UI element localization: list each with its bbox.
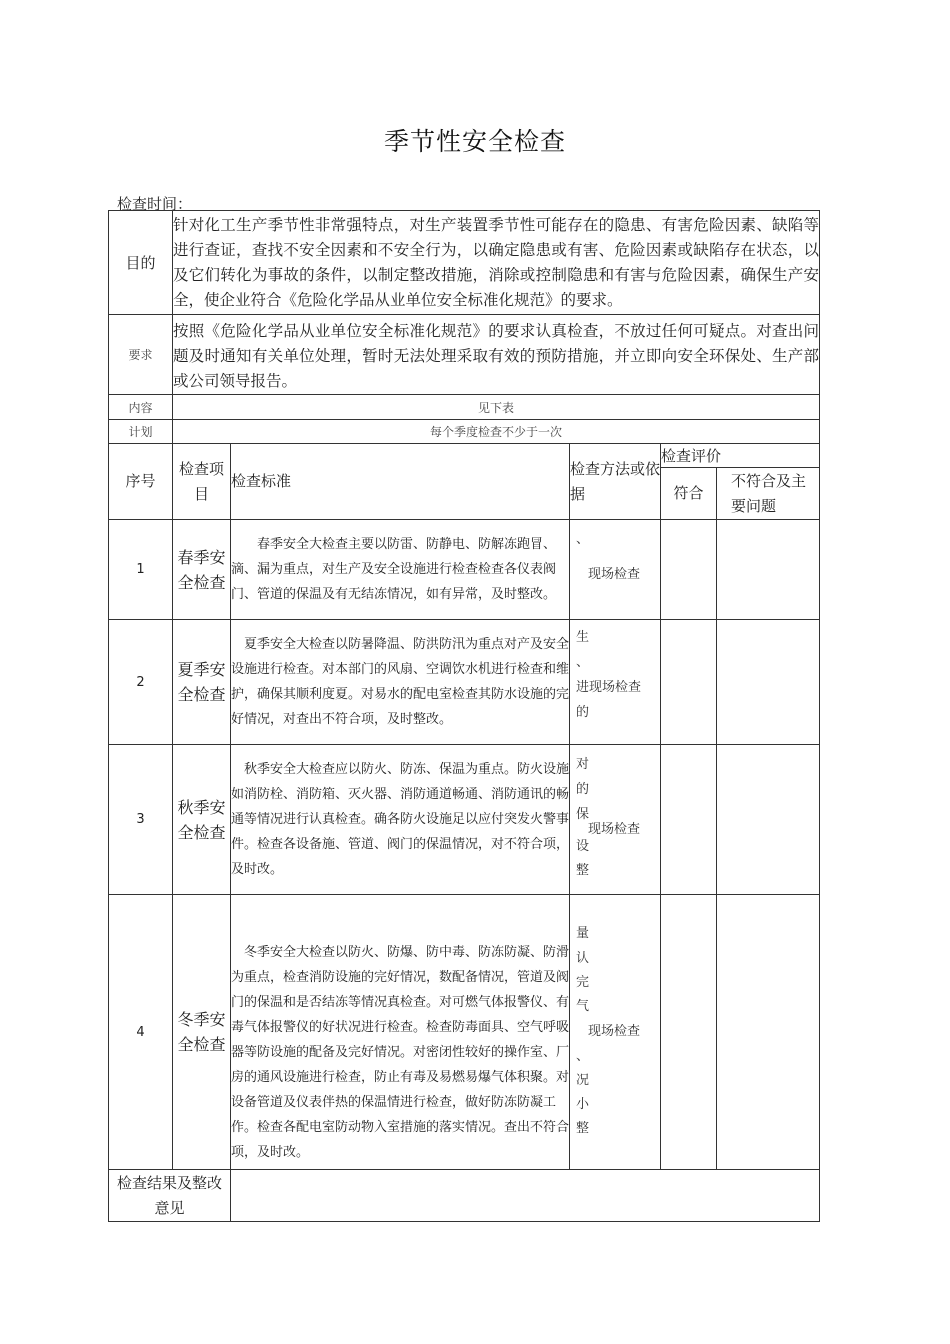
row-nonconform bbox=[717, 620, 820, 745]
row-seq: 1 bbox=[109, 520, 173, 620]
col-evaluation-header: 检查评价 bbox=[661, 444, 820, 468]
row-method bbox=[570, 620, 661, 745]
plan-label: 计划 bbox=[109, 420, 173, 444]
row-standard: 秋季安全大检查应以防火、防冻、保温为重点。防火设施如消防栓、消防箱、灭火器、消防通道畅通、消防通讯的畅通等情况进行认真检查。确各防火设施足以应付突发火警事件。检查各设备施、管道、阀门的保温情况，对不符合项，及时改。 bbox=[231, 745, 570, 895]
row-conform bbox=[661, 620, 717, 745]
method-fragment: 的 bbox=[576, 705, 590, 720]
table-row bbox=[109, 520, 820, 620]
col-standard-header: 检查标准 bbox=[231, 444, 570, 520]
purpose-row bbox=[109, 211, 820, 315]
check-time-label: 检查时间： bbox=[117, 195, 193, 213]
method-fragment: 完 bbox=[576, 975, 590, 990]
content-row bbox=[109, 395, 820, 420]
method-fragment: 设 bbox=[576, 839, 590, 854]
row-seq: 2 bbox=[109, 620, 173, 745]
row-item: 秋季安全检查 bbox=[173, 745, 231, 895]
row-standard: 夏季安全大检查以防暑降温、防洪防汛为重点对产及安全设施进行检查。对本部门的风扇、空调饮水机进行检查和维护，确保其顺利度夏。对易水的配电室检查其防水设施的完好情况，对查出不符合项，及时整改。 bbox=[231, 620, 570, 745]
method-fragment: 生 bbox=[576, 630, 590, 645]
row-item: 冬季安全检查 bbox=[173, 895, 231, 1170]
column-header-row-1 bbox=[109, 444, 820, 468]
result-value bbox=[231, 1170, 820, 1222]
method-fragment: 保 bbox=[576, 807, 590, 822]
inspection-table bbox=[108, 210, 820, 1222]
row-nonconform bbox=[717, 520, 820, 620]
method-text: 现场检查 bbox=[588, 822, 641, 837]
page-title: 季节性安全检查 bbox=[383, 127, 566, 156]
method-text: 现场检查 bbox=[588, 567, 641, 582]
method-fragment: 认 bbox=[576, 951, 590, 966]
result-row bbox=[109, 1170, 820, 1222]
row-seq: 3 bbox=[109, 745, 173, 895]
plan-row bbox=[109, 420, 820, 444]
col-item-header: 检查项目 bbox=[173, 444, 231, 520]
table-row bbox=[109, 620, 820, 745]
col-nonconform-header: 不符合及主要问题 bbox=[717, 468, 820, 520]
table-row bbox=[109, 895, 820, 1170]
purpose-label: 目的 bbox=[109, 211, 173, 315]
method-fragment: 的 bbox=[576, 782, 590, 797]
method-text: 现场检查 bbox=[588, 1024, 641, 1039]
row-conform bbox=[661, 745, 717, 895]
col-conform-header: 符合 bbox=[661, 468, 717, 520]
method-fragment: 气 bbox=[576, 999, 590, 1014]
content-value: 见下表 bbox=[173, 395, 820, 420]
result-label: 检查结果及整改意见 bbox=[109, 1170, 231, 1222]
row-seq: 4 bbox=[109, 895, 173, 1170]
table-row bbox=[109, 745, 820, 895]
method-fragment: 量 bbox=[576, 926, 590, 941]
requirement-text: 按照《危险化学品从业单位安全标准化规范》的要求认真检查，不放过任何可疑点。对查出问题及时通知有关单位处理，暂时无法处理采取有效的预防措施，并立即向安全环保处、生产部或公司领导报告。 bbox=[173, 315, 820, 395]
method-fragment: 、 bbox=[576, 655, 590, 670]
method-fragment: 、 bbox=[576, 1049, 590, 1064]
method-fragment: 、 bbox=[576, 532, 590, 547]
row-standard: 春季安全大检查主要以防雷、防静电、防解冻跑冒、滴、漏为重点，对生产及安全设施进行检查检查各仪表阀门、管道的保温及有无结冻情况，如有异常，及时整改。 bbox=[231, 520, 570, 620]
row-item: 春季安全检查 bbox=[173, 520, 231, 620]
method-fragment: 况 bbox=[576, 1073, 590, 1088]
requirement-label: 要求 bbox=[109, 315, 173, 395]
row-method bbox=[570, 520, 661, 620]
row-standard: 冬季安全大检查以防火、防爆、防中毒、防冻防凝、防滑为重点，检查消防设施的完好情况，数配备情况，管道及阀门的保温和是否结冻等情况真检查。对可燃气体报警仪、有毒气体报警仪的好状况进行检查。检查防毒面具、空气呼吸器等防设施的配备及完好情况。对密闭性较好的操作室、厂房的通风设施进行检查，防止有毒及易燃易爆气体积聚。对设备管道及仪表伴热的保温情进行检查，做好防冻防凝工作。检查各配电室防动物入室措施的落实情况。查出不符合项，及时改。 bbox=[231, 895, 570, 1170]
plan-value: 每个季度检查不少于一次 bbox=[173, 420, 820, 444]
method-fragment: 整 bbox=[576, 863, 590, 878]
method-text: 进现场检查 bbox=[576, 680, 642, 695]
content-label: 内容 bbox=[109, 395, 173, 420]
row-conform bbox=[661, 520, 717, 620]
requirement-row bbox=[109, 315, 820, 395]
row-item: 夏季安全检查 bbox=[173, 620, 231, 745]
purpose-text: 针对化工生产季节性非常强特点，对生产装置季节性可能存在的隐患、有害危险因素、缺陷等进行查证，查找不安全因素和不安全行为，以确定隐患或有害、危险因素或缺陷存在状态，以及它们转化为事故的条件，以制定整改措施，消除或控制隐患和有害与危险因素，确保生产安全，使企业符合《危险化学品从业单位安全标准化规范》的要求。 bbox=[173, 211, 820, 315]
row-nonconform bbox=[717, 745, 820, 895]
col-method-header: 检查方法或依据 bbox=[570, 444, 661, 520]
col-seq-header: 序号 bbox=[109, 444, 173, 520]
method-fragment: 对 bbox=[576, 757, 590, 772]
row-nonconform bbox=[717, 895, 820, 1170]
row-method bbox=[570, 895, 661, 1170]
row-method bbox=[570, 745, 661, 895]
row-conform bbox=[661, 895, 717, 1170]
method-fragment: 整 bbox=[576, 1121, 590, 1136]
method-fragment: 小 bbox=[576, 1097, 590, 1112]
